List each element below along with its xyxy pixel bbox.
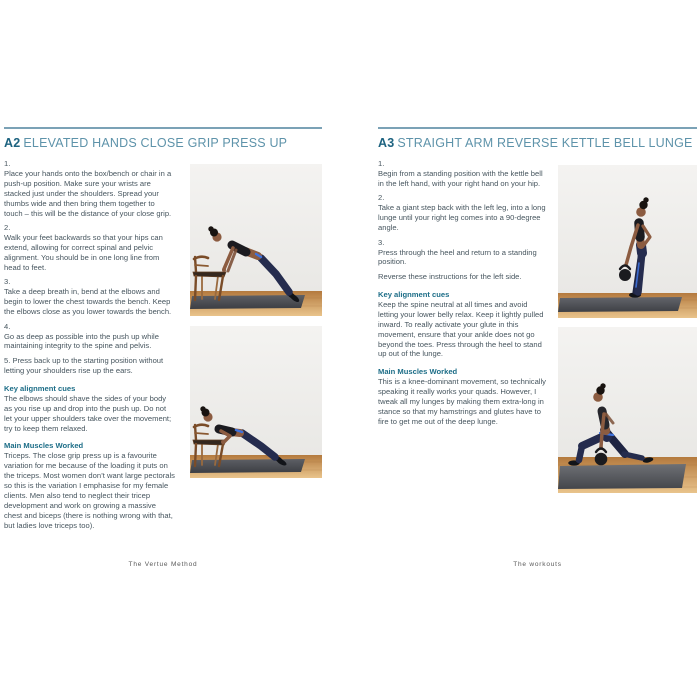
right-page-top-rule	[378, 127, 697, 129]
step-text: Take a giant step back with the left leg, into a long lunge until your right leg comes into a 90-degree angle.	[378, 203, 546, 233]
left-exercise-title	[4, 136, 322, 150]
studio-wall	[190, 326, 322, 455]
left-page	[4, 127, 322, 531]
back-shin	[624, 454, 642, 458]
studio-wall	[558, 327, 697, 457]
step-number: 4.	[4, 321, 11, 331]
kettlebell	[595, 453, 608, 466]
hair-bun	[208, 226, 213, 231]
exercise-mat	[558, 464, 686, 489]
exercise-mat	[190, 459, 305, 473]
left-key-cues-heading: Key alignment cues	[4, 383, 76, 393]
hair-bun	[643, 197, 648, 202]
left-step-3	[4, 277, 175, 317]
hand	[221, 440, 225, 444]
left-exercise-name: ELEVATED HANDS CLOSE GRIP PRESS UP	[23, 136, 288, 150]
left-step-1	[4, 159, 175, 219]
right-page	[378, 127, 697, 427]
right-step-3	[378, 238, 549, 268]
step-number: 3.	[4, 277, 11, 287]
right-step-2	[378, 193, 549, 233]
left-instructions-column	[4, 159, 175, 531]
right-reverse-note: Reverse these instructions for the left side.	[378, 271, 522, 281]
exercise-mat	[558, 297, 682, 312]
step-number: 1.	[4, 159, 11, 168]
right-key-cues-heading: Key alignment cues	[378, 289, 450, 299]
photo-press-up-bottom-position	[190, 326, 322, 478]
step-text: Place your hands onto the box/bench or chair in a push-up position. Make sure your wrists are stacked just under the shoulders. Spread your thumbs wide and then bring them together to touch – this will be the distance of your close grip.	[4, 168, 172, 218]
step-number: 3.	[378, 237, 385, 247]
left-step-2	[4, 223, 175, 273]
step-text: Press through the heel and return to a standing position.	[378, 247, 537, 267]
hand	[222, 268, 226, 272]
hair-bun	[200, 406, 205, 411]
lunge-standing-illustration	[558, 165, 697, 318]
left-muscles-text: Triceps. The close grip press up is a favourite variation for me because of the loading it puts on the triceps. Most women don’t want large pectorals so this is the variation I emphasise for my female clients. Men also tend to neglect their tricep development and work on growing a massive chest and biceps (there is nothing wrong with that, but ladies love triceps too).	[4, 451, 175, 530]
step-text: Begin from a standing position with the kettle bell in the left hand, with your right hand on your hip.	[378, 168, 543, 188]
lunge-bottom-illustration	[558, 327, 697, 493]
front-shin	[579, 446, 582, 460]
photo-press-up-top-position	[190, 164, 322, 316]
left-key-cues-text: The elbows should shave the sides of your body as you rise up and drop into the push up. Do not let your upper shoulders take over the movement; try to keep them relaxed.	[4, 393, 172, 433]
left-page-top-rule	[4, 127, 322, 129]
right-muscles-text: This is a knee-dominant movement, so technically speaking it really works your quads. However, I tweak all my lunges by making them extra-long in stance so that my hamstrings and glutes have to fire to get me out of the deep lunge.	[378, 377, 546, 427]
step-number: 1.	[378, 159, 385, 168]
left-page-footer: The Vertue Method	[128, 561, 198, 568]
right-exercise-title	[378, 136, 697, 150]
step-number: 2.	[378, 193, 385, 203]
kettlebell	[619, 269, 631, 281]
right-muscles-heading: Main Muscles Worked	[378, 367, 458, 377]
exercise-mat	[190, 295, 305, 309]
press-up-bottom-illustration	[190, 326, 322, 478]
photo-lunge-bottom-position	[558, 327, 697, 493]
right-instructions-column	[378, 159, 549, 427]
right-step-1	[378, 159, 549, 189]
step-text: Take a deep breath in, bend at the elbows and begin to lower the chest towards the bench. Keep the elbows close as you lower towards the bench.	[4, 287, 172, 317]
right-page-footer: The workouts	[513, 561, 562, 568]
right-key-cues-text: Keep the spine neutral at all times and avoid letting your lower belly relax. Keep it lightly pulled inward. To really activate your glute in this movement, ensure that your ankle does not go beyond the toes. Press through the heel to stand up out of the lunge.	[378, 299, 544, 359]
press-up-top-illustration	[190, 164, 322, 316]
left-step-4	[4, 322, 175, 352]
photo-lunge-standing-position	[558, 165, 697, 318]
right-exercise-name: STRAIGHT ARM REVERSE KETTLE BELL LUNGE	[397, 136, 693, 150]
step-text: Go as deep as possible into the push up while maintaining integrity to the spine and pelvis.	[4, 331, 159, 351]
step-number: 2.	[4, 223, 11, 233]
left-step-5: 5. Press back up to the starting position without letting your shoulders rise up the ears.	[4, 355, 164, 375]
hair-bun	[600, 383, 605, 388]
right-exercise-code: A3	[378, 136, 395, 150]
left-exercise-code: A2	[4, 136, 21, 150]
left-muscles-heading: Main Muscles Worked	[4, 441, 84, 451]
step-text: Walk your feet backwards so that your hips can extend, allowing for correct spinal and pelvic alignment. You should be in one long line from head to feet.	[4, 233, 163, 272]
